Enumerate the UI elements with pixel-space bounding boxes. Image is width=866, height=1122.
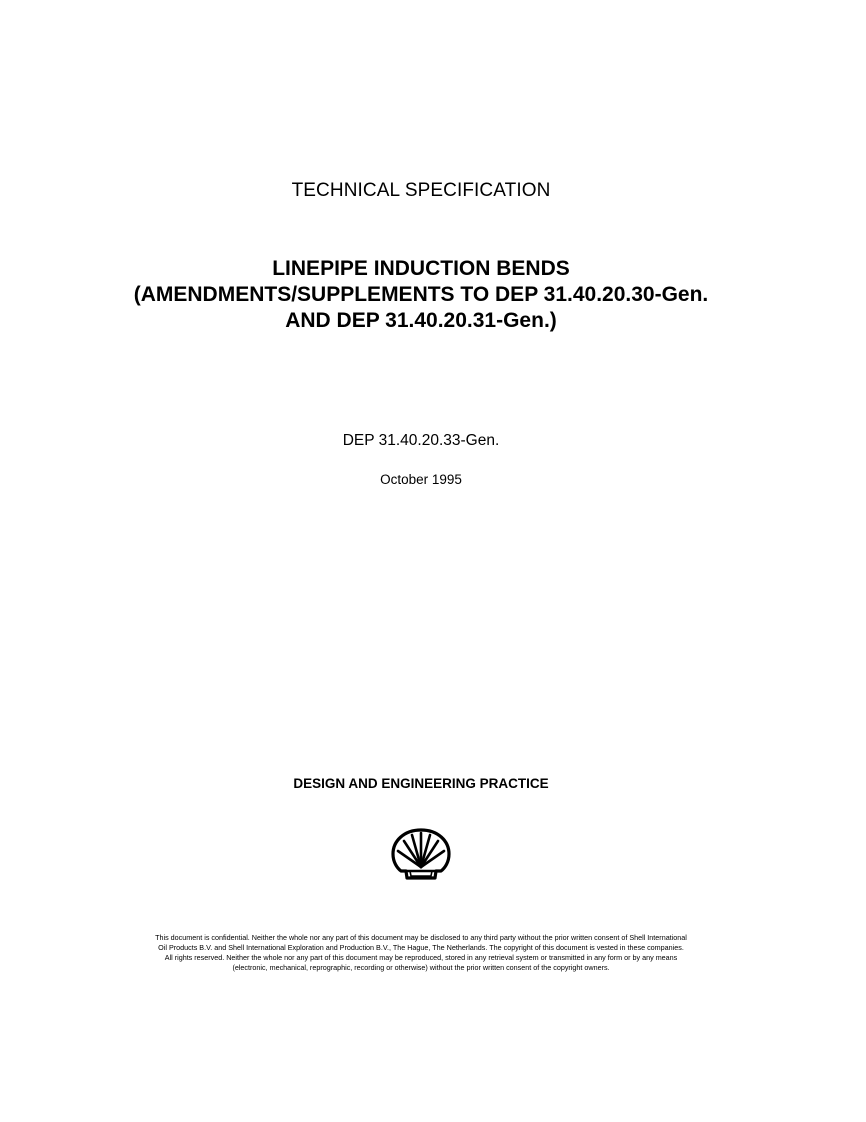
title-line: LINEPIPE INDUCTION BENDS (272, 257, 570, 280)
notice-line: All rights reserved. Neither the whole nor any part of this document may be reproduced, stored in any retrieval system or transmitted in any form or by any means (164, 953, 678, 962)
notice-line: (electronic, mechanical, reprographic, recording or otherwise) without the prior written consent of the copyright owners. (232, 963, 610, 972)
confidentiality-notice (0, 933, 842, 973)
document-series: DESIGN AND ENGINEERING PRACTICE (293, 776, 549, 791)
document-date: October 1995 (380, 472, 462, 487)
title-line: (AMENDMENTS/SUPPLEMENTS TO DEP 31.40.20.30-Gen. (133, 283, 709, 306)
notice-line: This document is confidential. Neither the whole nor any part of this document may be disclosed to any third party without the prior written consent of Shell International (155, 933, 687, 942)
document-title (0, 256, 842, 334)
document-type-heading: TECHNICAL SPECIFICATION (291, 180, 551, 201)
shell-logo-icon (390, 826, 452, 884)
title-line: AND DEP 31.40.20.31-Gen.) (285, 309, 557, 332)
document-number: DEP 31.40.20.33-Gen. (342, 432, 500, 449)
notice-line: Oil Products B.V. and Shell International Exploration and Production B.V., The Hague, The Netherlands. The copyright of this document is vested in these companies. (158, 943, 684, 952)
